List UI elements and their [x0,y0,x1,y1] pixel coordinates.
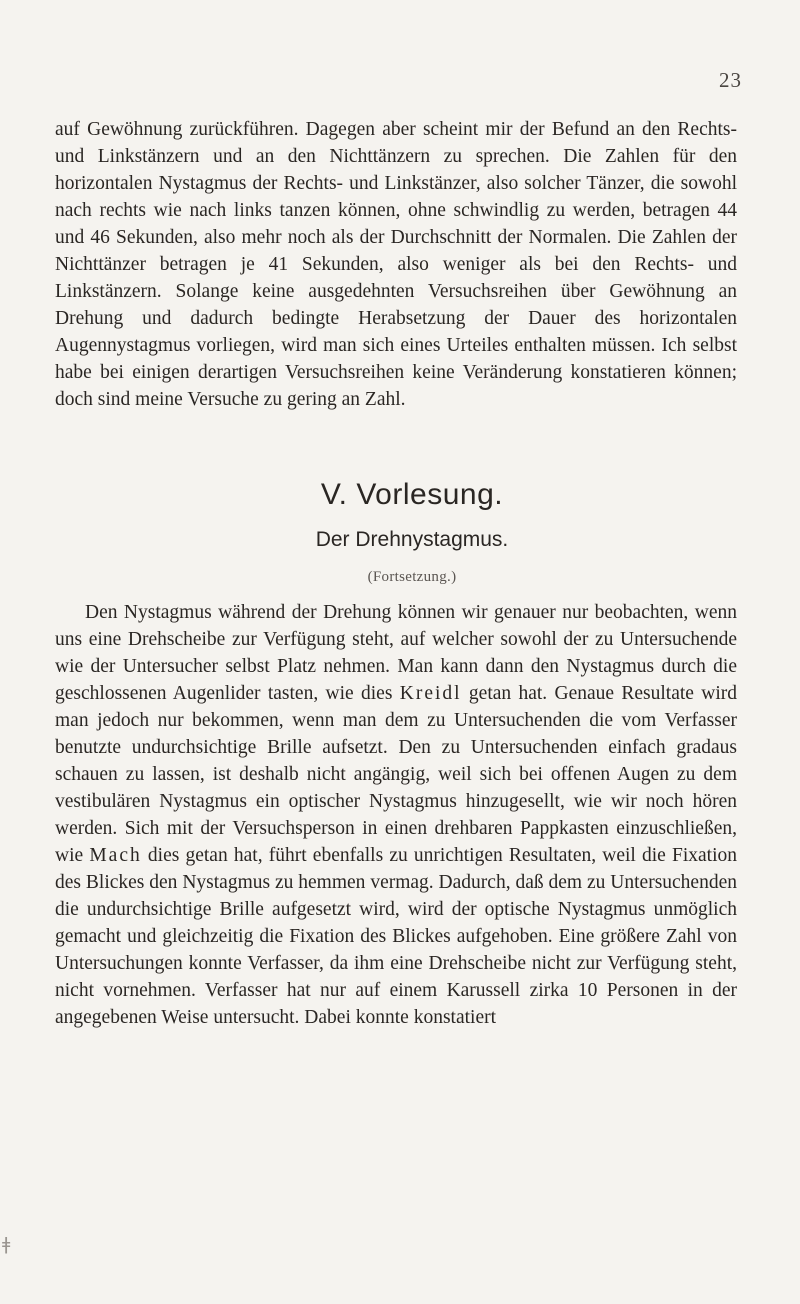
margin-mark-icon: ǂ [2,1234,11,1255]
paragraph-gewoehnung: auf Gewöhnung zurückführen. Dagegen aber scheint mir der Befund an den Rechts- und Linkstänzern und an den Nichttänzern zu sprechen. Die Zahlen für den horizontalen Nystagmus der Rechts- und Linkstänzer, also solcher Tänzer, die sowohl nach rechts wie nach links tanzen können, ohne schwindlig zu werden, betragen 44 und 46 Sekunden, also mehr noch als der Durchschnitt der Normalen. Die Zahlen der Nichttänzer betragen je 41 Sekunden, also weniger als bei den Rechts- und Linkstänzern. Solange keine ausgedehnten Versuchsreihen über Gewöhnung an Drehung und dadurch bedingte Herabsetzung der Dauer des horizontalen Augennystagmus vorliegen, wird man sich eines Urteiles enthalten müssen. Ich selbst habe bei einigen derartigen Versuchsreihen keine Veränderung konstatieren können; doch sind meine Versuche zu gering an Zahl. [55,119,737,410]
lecture-subtitle: Der Drehnystagmus. [315,528,509,551]
author-name-mach: Mach [89,845,142,866]
paragraph-text-part: getan hat. Genaue Resultate wird man jedoch nur bekommen, wenn man dem zu Untersuchenden die vom Verfasser benutzte undurchsichtige Brille aufsetzt. Den zu Untersuchenden einfach gradaus schauen zu lassen, ist deshalb nicht angängig, weil sich bei offenen Augen zu dem vestibulären Nystagmus ein optischer Nystagmus hinzugesellt, wie wir noch hören werden. Sich mit der Versuchsperson in einen drehbaren Pappkasten einzuschließen, wie [55,683,738,866]
author-name-kreidl: Kreidl [399,683,462,704]
page-number: 23 [719,68,742,92]
paragraph-drehscheibe [55,599,737,1031]
lecture-title: V. Vorlesung. [320,478,504,511]
paragraph-text-part: dies getan hat, führt ebenfalls zu unrichtigen Resultaten, weil die Fixation des Blickes den Nystagmus zu hemmen vermag. Dadurch, daß dem zu Untersuchenden die undurchsichtige Brille aufgesetzt wird, wird der optische Nystagmus unmöglich gemacht und gleichzeitig die Fixation des Blickes aufgehoben. Eine größere Zahl von Untersuchungen konnte Verfasser, da ihm eine Drehscheibe nicht zur Verfügung steht, nicht vornehmen. Verfasser hat nur auf einem Karussell zirka 10 Personen in der angegebenen Weise untersucht. Dabei konnte konstatiert [55,845,737,1028]
continuation-note: (Fortsetzung.) [367,569,457,585]
paragraph-text-part: Den Nystagmus während der Drehung können wir genauer nur beobachten, wenn uns eine Drehscheibe zur Verfügung steht, auf welcher sowohl der zu Untersuchende wie der Untersucher selbst Platz nehmen. Man kann dann den Nystagmus durch die geschlossenen Augenlider tasten, wie dies [55,602,737,704]
